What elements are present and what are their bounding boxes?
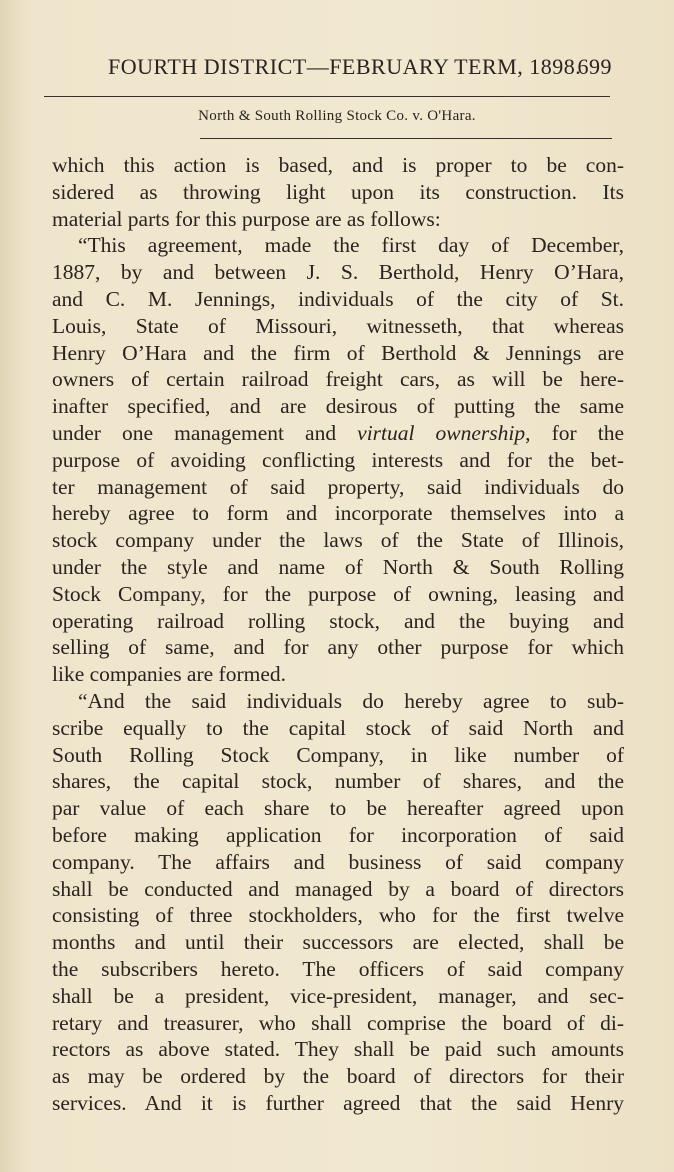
text-segment: , for the	[525, 420, 624, 445]
text-line: selling of same, and for any other purpose for which	[52, 635, 624, 660]
text-line: company. The affairs and business of said company	[52, 849, 624, 874]
text-line: “This agreement, made the first day of December,	[78, 233, 624, 258]
text-line: owners of certain railroad freight cars, as will be here-	[52, 367, 624, 392]
text-line: par value of each share to be hereafter agreed upon	[52, 796, 624, 821]
text-line: purpose of avoiding conflicting interests and for the bet-	[52, 447, 624, 472]
text-line: Louis, State of Missouri, witnesseth, that whereas	[52, 313, 624, 338]
text-line: hereby agree to form and incorporate themselves into a	[52, 501, 624, 526]
text-line: scribe equally to the capital stock of said North and	[52, 715, 624, 740]
text-line: Henry O’Hara and the firm of Berthold & Jennings are	[52, 340, 624, 365]
text-line: before making application for incorporation of said	[52, 822, 624, 847]
text-line: shall be a president, vice-president, manager, and sec-	[52, 983, 624, 1008]
text-line	[52, 420, 624, 447]
text-line: the subscribers hereto. The officers of said company	[52, 956, 624, 981]
text-line: consisting of three stockholders, who for the first twelve	[52, 903, 624, 928]
text-line: inafter specified, and are desirous of putting the same	[52, 394, 624, 419]
running-head	[100, 54, 612, 84]
body-text	[52, 152, 624, 1117]
text-line: shall be conducted and managed by a board of directors	[52, 876, 624, 901]
text-line: South Rolling Stock Company, in like number of	[52, 742, 624, 767]
case-title-rule	[200, 138, 612, 139]
text-segment: under one management and	[52, 420, 358, 445]
text-line: stock company under the laws of the State of Illinois,	[52, 528, 624, 553]
page-number: 699	[577, 54, 612, 79]
text-line: and C. M. Jennings, individuals of the city of St.	[52, 286, 624, 311]
header-rule	[44, 96, 610, 97]
text-line: retary and treasurer, who shall comprise the board of di-	[52, 1010, 624, 1035]
text-line: under the style and name of North & South Rolling	[52, 554, 624, 579]
text-line: as may be ordered by the board of directors for their	[52, 1064, 624, 1089]
text-line: Stock Company, for the purpose of owning, leasing and	[52, 581, 624, 606]
text-line: ter management of said property, said individuals do	[52, 474, 624, 499]
text-line: services. And it is further agreed that the said Henry	[52, 1090, 624, 1115]
text-line: months and until their successors are elected, shall be	[52, 930, 624, 955]
text-line: which this action is based, and is proper to be con-	[52, 153, 624, 177]
text-line: shares, the capital stock, number of shares, and the	[52, 769, 624, 794]
case-title: North & South Rolling Stock Co. v. O'Hara.	[198, 108, 476, 124]
text-line: rectors as above stated. They shall be paid such amounts	[52, 1037, 624, 1062]
italic-phrase: virtual ownership	[357, 420, 526, 445]
text-line: operating railroad rolling stock, and the buying and	[52, 608, 624, 633]
text-line: 1887, by and between J. S. Berthold, Henry O’Hara,	[52, 260, 624, 285]
running-title: FOURTH DISTRICT—FEBRUARY TERM, 1898.	[108, 54, 582, 79]
text-line: like companies are formed.	[52, 662, 287, 687]
text-line: “And the said individuals do hereby agree to sub-	[78, 688, 624, 713]
text-line: sidered as throwing light upon its construction. Its	[52, 179, 624, 204]
text-line: material parts for this purpose are as follows:	[52, 206, 441, 231]
